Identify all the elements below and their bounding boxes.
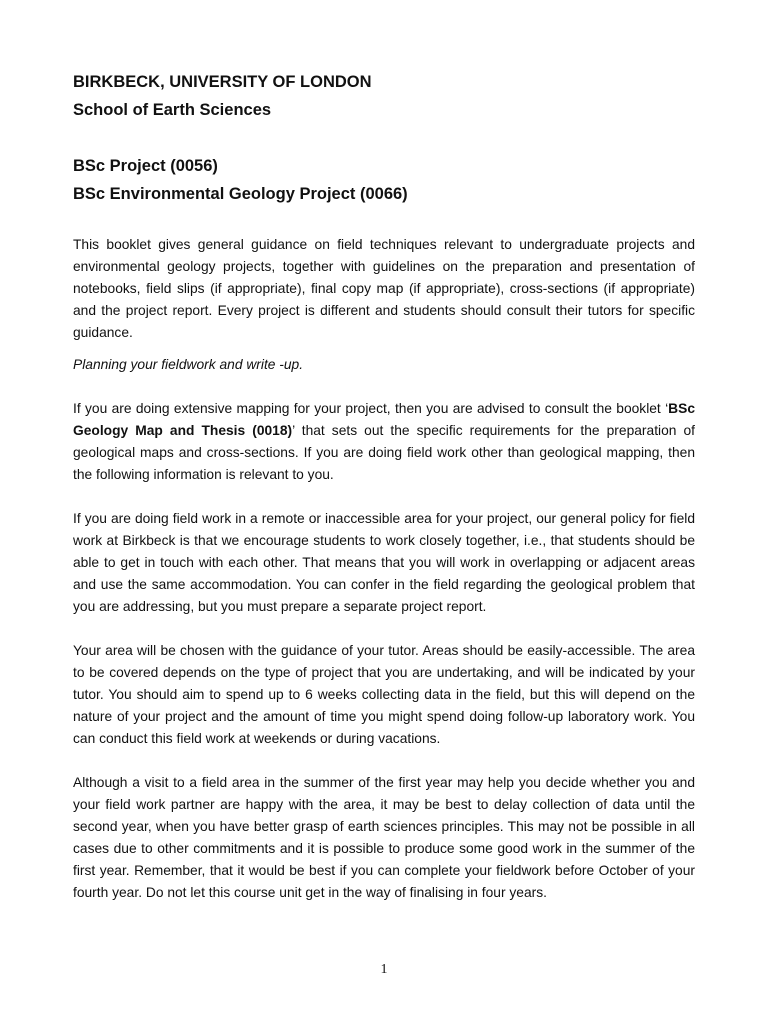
course-title-2: BSc Environmental Geology Project (0066): [73, 185, 408, 203]
mapping-paragraph-end: ’ that sets out the specific requirements for the preparation of geological maps and cross-sections. If you are doing field work other than geological mapping, then the following information is relevant to you.: [73, 423, 695, 482]
booklet-title: BSc Geology Map and Thesis (0018): [73, 401, 695, 438]
section-heading: Planning your fieldwork and write -up.: [73, 357, 304, 372]
mapping-paragraph-start: If you are doing extensive mapping for your project, then you are advised to consult the booklet ‘: [73, 401, 669, 416]
page-number: 1: [380, 962, 388, 977]
heading-spacer: [73, 124, 695, 152]
school-heading: School of Earth Sciences: [73, 101, 272, 119]
document-page: [73, 68, 695, 926]
area-selection-paragraph: Your area will be chosen with the guidance of your tutor. Areas should be easily-accessible. The area to be covered depends on the type of project that you are undertaking, and will be indicated by your tutor. You should aim to spend up to 6 weeks collecting data in the field, but this will depend on the nature of your project and the amount of time you might spend doing follow-up laboratory work. You can conduct this field work at weekends or during vacations.: [73, 643, 695, 746]
intro-paragraph: This booklet gives general guidance on field techniques relevant to undergraduate projects and environmental geology projects, together with guidelines on the preparation and presentation of notebooks, field slips (if appropriate), final copy map (if appropriate), cross-sections (if appropriate) and the project report. Every project is different and students should consult their tutors for specific guidance.: [73, 237, 695, 340]
institution-heading: BIRKBECK, UNIVERSITY OF LONDON: [73, 73, 372, 91]
heading-spacer: [73, 208, 695, 234]
course-title-1: BSc Project (0056): [73, 157, 218, 175]
timing-paragraph: Although a visit to a field area in the summer of the first year may help you decide whether you and your field work partner are happy with the area, it may be best to delay collection of data until the second year, when you have better grasp of earth sciences principles. This may not be possible in all cases due to other commitments and it is possible to produce some good work in the summer of the first year. Remember, that it would be best if you can complete your fieldwork before October of your fourth year. Do not let this course unit get in the way of finalising in four years.: [73, 775, 695, 900]
remote-area-paragraph: If you are doing field work in a remote or inaccessible area for your project, our general policy for field work at Birkbeck is that we encourage students to work closely together, i.e., that students should be able to get in touch with each other. That means that you will work in overlapping or adjacent areas and use the same accommodation. You can confer in the field regarding the geological problem that you are addressing, but you must prepare a separate project report.: [73, 511, 695, 614]
mapping-paragraph: [73, 398, 695, 486]
